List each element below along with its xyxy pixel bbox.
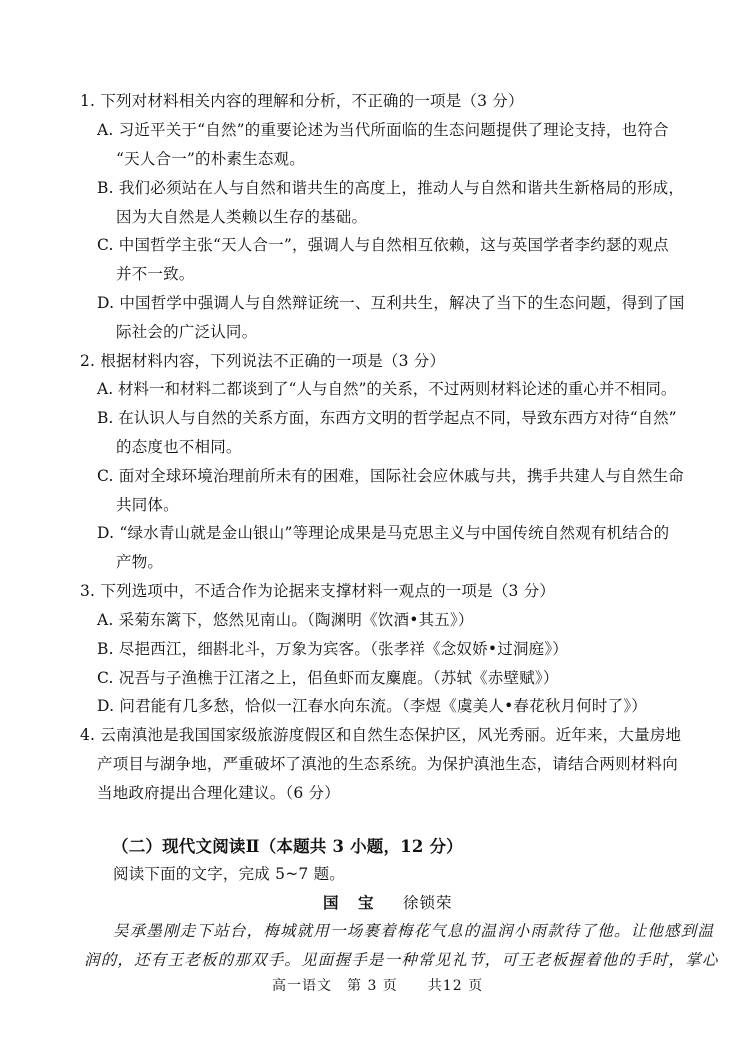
- q2-option-b-line2: 的态度也不相同。: [116, 438, 242, 456]
- q1-option-d-line1: D. 中国哲学中强调人与自然辩证统一、互利共生，解决了当下的生态问题，得到了国: [97, 294, 685, 312]
- q4-line2: 产项目与湖争地，严重破坏了滇池的生态系统。为保护滇池生态，请结合两则材料向: [97, 755, 678, 773]
- q2-option-c-line2: 共同体。: [116, 496, 179, 514]
- q1-option-c-line1: C. 中国哲学主张“天人合一”，强调人与自然相互依赖，这与英国学者李约瑟的观点: [97, 236, 669, 254]
- q1-option-d-line2: 际社会的广泛认同。: [116, 323, 258, 341]
- article-paragraph-line2: 润的，还有王老板的那双手。见面握手是一种常见礼节，可王老板握着他的手时，掌心: [84, 951, 719, 969]
- q2-option-c-line1: C. 面对全球环境治理前所未有的困难，国际社会应休戚与共，携手共建人与自然生命: [97, 467, 684, 485]
- q3-option-b: B. 尽挹西江，细斟北斗，万象为宾客。（张孝祥《念奴娇•过洞庭》）: [97, 640, 568, 658]
- article-title: 国 宝: [323, 893, 376, 912]
- q2-option-d-line1: D. “绿水青山就是金山银山”等理论成果是马克思主义与中国传统自然观有机结合的: [97, 524, 670, 542]
- q2-option-a-line1: A. 材料一和材料二都谈到了“人与自然”的关系，不过两则材料论述的重心并不相同。: [97, 380, 677, 398]
- section-heading: （二）现代文阅读Ⅱ（本题共 3 小题，12 分）: [112, 837, 463, 856]
- q3-option-c: C. 况吾与子渔樵于江渚之上，侣鱼虾而友麋鹿。（苏轼《赤壁赋》）: [97, 669, 559, 687]
- q1-stem: 1. 下列对材料相关内容的理解和分析，不正确的一项是（3 分）: [80, 92, 524, 110]
- q3-option-a: A. 采菊东篱下，悠然见南山。（陶渊明《饮酒•其五》）: [97, 611, 474, 629]
- q4-line1: 4. 云南滇池是我国国家级旅游度假区和自然生态保护区，风光秀丽。近年来，大量房地: [80, 726, 682, 744]
- q2-stem: 2. 根据材料内容，下列说法不正确的一项是（3 分）: [80, 352, 446, 370]
- q2-option-d-line2: 产物。: [116, 553, 164, 571]
- section-instruction: 阅读下面的文字，完成 5~7 题。: [113, 865, 345, 883]
- q1-option-c-line2: 并不一致。: [116, 265, 195, 283]
- article-author: 徐锁荣: [403, 894, 453, 912]
- q3-stem: 3. 下列选项中，不适合作为论据来支撑材料一观点的一项是（3 分）: [80, 582, 556, 600]
- q1-option-b-line1: B. 我们必须站在人与自然和谐共生的高度上，推动人与自然和谐共生新格局的形成，: [97, 179, 685, 197]
- q3-option-d: D. 问君能有几多愁，恰似一江春水向东流。（李煜《虞美人•春花秋月何时了》）: [97, 697, 647, 715]
- q4-line3: 当地政府提出合理化建议。（6 分）: [97, 784, 340, 802]
- q1-option-b-line2: 因为大自然是人类赖以生存的基础。: [116, 208, 368, 226]
- page-footer: 高一语文 第 3 页 共12 页: [272, 978, 484, 994]
- q1-option-a-line1: A. 习近平关于“自然”的重要论述为当代所面临的生态问题提供了理论支持，也符合: [97, 121, 669, 139]
- q2-option-b-line1: B. 在认识人与自然的关系方面，东西方文明的哲学起点不同，导致东西方对待“自然”: [97, 409, 677, 427]
- q1-option-a-line2: “天人合一”的朴素生态观。: [116, 150, 305, 168]
- article-paragraph-line1: 吴承墨刚走下站台，梅城就用一场裹着梅花气息的温润小雨款待了他。让他感到温: [113, 922, 715, 940]
